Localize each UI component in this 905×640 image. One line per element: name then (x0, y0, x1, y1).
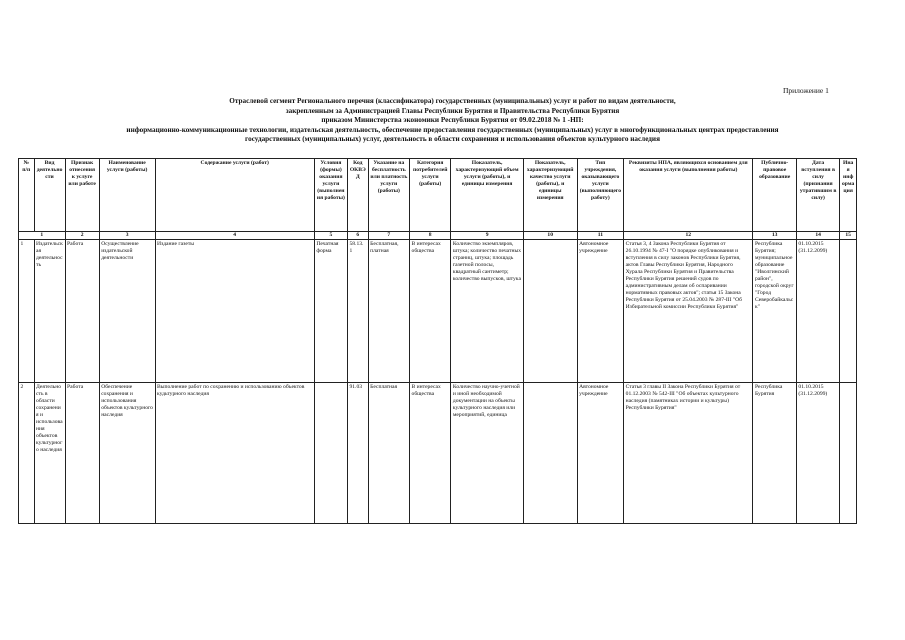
cell-sign: Работа (65, 383, 99, 524)
column-number: 1 (19, 232, 66, 240)
cell-volume: Количество экземпляров, штука; количество печатных страниц, штука; площадь газетной полосы, квадратный сантиметр; количество выпусков, штука (451, 240, 523, 383)
cell-okved: 58.13.1 (347, 240, 368, 383)
cell-form: Печатная форма (314, 240, 347, 383)
cell-paid: Бесплатная, платная (368, 240, 409, 383)
header-line-1: Отраслевой сегмент Регионального перечня (классификатора) государственных (муниципальных) услуг и работ по видам деятельности, (229, 97, 676, 105)
column-number: 15 (840, 232, 857, 240)
cell-content: Выполнение работ по сохранению и использованию объектов кудьтурного наследия (155, 383, 314, 524)
cell-name: Осуществление издательской деятельности (99, 240, 155, 383)
cell-paid: Бесплатная (368, 383, 409, 524)
column-number: 8 (410, 232, 451, 240)
cell-category: В интересах общества (410, 383, 451, 524)
cell-quality (523, 383, 577, 524)
header-line-3: приказом Министерства экономики Республики Бурятия от 09.02.2018 № 1 -НП: (321, 116, 584, 125)
registry-table (18, 158, 857, 524)
column-number: 4 (155, 232, 314, 240)
header-line-4: информационно-коммуникационные технологии, издательская деятельность, обеспечение предоставления государственных (муниципальных) услуг в многофункциональных центрах предоставления (126, 125, 779, 134)
column-header: Код ОКВЭД (347, 159, 368, 232)
column-header: № п/п (19, 159, 35, 232)
column-number: 7 (368, 232, 409, 240)
column-header: Дата вступления в силу (признания утратившим в силу) (796, 159, 839, 232)
appendix-label: Приложение 1 (783, 86, 829, 95)
column-number: 9 (451, 232, 523, 240)
table-header-row (19, 159, 857, 232)
cell-entity: Республика Бурятия; муниципальное образование "Иволгинский район", городской округ "Город Северобайкальск" (753, 240, 796, 383)
cell-npa: Статья 3 главы II Закона Республики Бурятия от 01.12.2003 № 542-III "Об объектах культурного наследия (памятниках истории и культуры) Республики Бурятия" (624, 383, 753, 524)
column-number: 6 (347, 232, 368, 240)
column-number: 11 (577, 232, 624, 240)
column-header: Тип учреждения, оказывающего услуги (выполняющего работу) (577, 159, 624, 232)
cell-entity: Республика Бурятия (753, 383, 796, 524)
cell-num: 1 (19, 240, 35, 383)
header-line-2: закрепленным за Администрацией Главы Республики Бурятия и Правительства Республики Бурятия (285, 106, 620, 115)
cell-okved: 91.03 (347, 383, 368, 524)
column-header: Категория потребителей услуги (работы) (410, 159, 451, 232)
cell-date: 01.10.2015 (31.12.2099) (796, 383, 839, 524)
column-number: 12 (624, 232, 753, 240)
column-header: Вид деятельности (34, 159, 65, 232)
cell-activity: Издательская деятельность (34, 240, 65, 383)
table-row (19, 240, 857, 383)
cell-content: Издание газеты (155, 240, 314, 383)
column-header: Показатель, характеризующий качество услуги (работы), и единицы измерения (523, 159, 577, 232)
cell-inst-type: Автономное учреждение (577, 240, 624, 383)
column-header: Реквизиты НПА, являющихся основанием для оказания услуги (выполнения работы) (624, 159, 753, 232)
column-number-row (19, 232, 857, 240)
column-header: Наименование услуги (работы) (99, 159, 155, 232)
cell-quality (523, 240, 577, 383)
column-number: 14 (796, 232, 839, 240)
column-header: Публично-правовое образование (753, 159, 796, 232)
cell-form (314, 383, 347, 524)
column-number: 5 (314, 232, 347, 240)
cell-volume: Количество научно-учетной и иной необходимой документации на объекты культурного наследия или мероприятий, единица (451, 383, 523, 524)
cell-activity: Деятельность в области сохранения и использования объектов культурного наследия (34, 383, 65, 524)
column-number: 2 (65, 232, 99, 240)
table-row (19, 383, 857, 524)
column-header: Признак отнесения к услуге или работе (65, 159, 99, 232)
column-header: Показатель, характеризующий объем услуги (работы), и единицы измерения (451, 159, 523, 232)
column-header: Указание на бесплатность или платность услуги (работы) (368, 159, 409, 232)
cell-other (840, 240, 857, 383)
cell-npa: Статья 3, 4 Закона Республики Бурятия от 26.10.1994 № 47-I "О порядке опубликования и вступления в силу законов Республики Бурятия, актов Главы Республики Бурятия, Народного Хурала Республики Бурятия и Правительства Республики Бурятия решений судов по административным делам об оспаривании нормативных правовых актов"; статья 15 Закона Республики Бурятия от 25.04.2003 № 287-III "Об Избирательной комиссии Республики Бурятия" (624, 240, 753, 383)
cell-inst-type: Автономное учреждение (577, 383, 624, 524)
header-line-5: государственных (муниципальных) услуг, деятельность в области сохранения и использования объектов культурного наследия (245, 135, 660, 144)
column-header: Условия (формы) оказания услуги (выполнения работы) (314, 159, 347, 232)
cell-other (840, 383, 857, 524)
cell-date: 01.10.2015 (31.12.2099) (796, 240, 839, 383)
column-header: Содержание услуги (работ) (155, 159, 314, 232)
column-number: 10 (523, 232, 577, 240)
column-number: 3 (99, 232, 155, 240)
column-number: 13 (753, 232, 796, 240)
column-header: Иная информация (840, 159, 857, 232)
cell-name: Обеспечение сохранения и использования объектов культурного наследия (99, 383, 155, 524)
cell-category: В интересах общества (410, 240, 451, 383)
cell-sign: Работа (65, 240, 99, 383)
cell-num: 2 (19, 383, 35, 524)
document-header (0, 97, 905, 145)
